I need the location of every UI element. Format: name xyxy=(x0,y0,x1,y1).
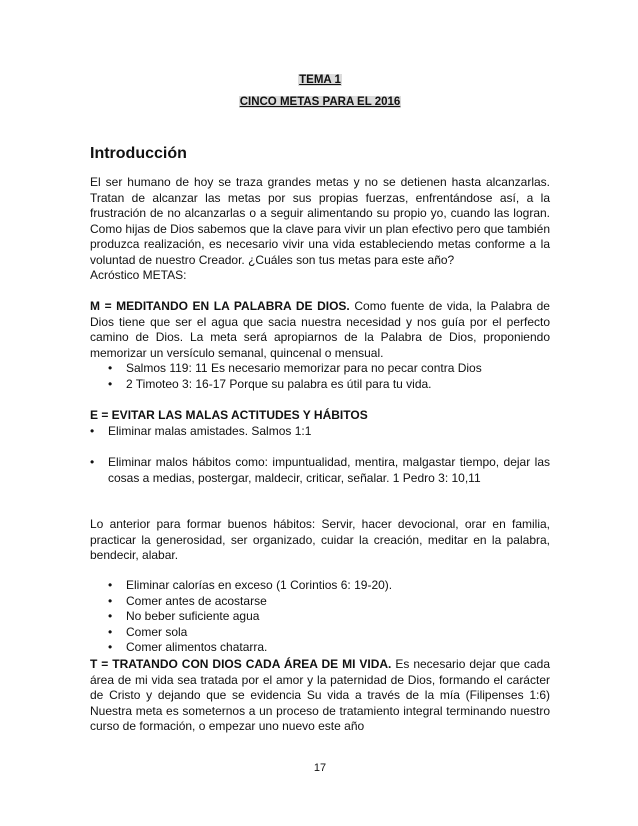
e-section-paragraph: Lo anterior para formar buenos hábitos: Servir, hacer devocional, orar en familia, practicar la generosidad, ser organizado, cuidar la creación, meditar en la palabra, bendecir, alabar. xyxy=(90,517,550,563)
m-section-bullets xyxy=(108,361,550,392)
list-item xyxy=(90,424,550,440)
tema-label-text: TEMA 1 xyxy=(299,74,341,86)
bullet-icon: • xyxy=(108,640,113,655)
m-section-heading: M = MEDITANDO EN LA PALABRA DE DIOS. xyxy=(90,299,350,313)
list-item xyxy=(108,624,550,641)
t-section-paragraph xyxy=(90,657,550,735)
list-item-text: Eliminar malos hábitos como: impuntualidad, mentira, malgastar tiempo, dejar las cosas a medias, postergar, maldecir, criticar, señalar. 1 Pedro 3: 10,11 xyxy=(108,455,550,485)
document-title-text: CINCO METAS PARA EL 2016 xyxy=(239,96,401,108)
document-page xyxy=(90,0,550,826)
list-item-text: No beber suficiente agua xyxy=(126,609,260,624)
list-item-text: Salmos 119: 11 Es necesario memorizar para no pecar contra Dios xyxy=(126,361,482,375)
intro-heading: Introducción xyxy=(90,145,187,162)
m-section-paragraph xyxy=(90,299,550,361)
t-section-heading: T = TRATANDO CON DIOS CADA ÁREA DE MI VIDA. xyxy=(90,657,392,671)
e-section-heading xyxy=(90,408,550,424)
e-section-bullets xyxy=(90,424,550,486)
bullet-icon: • xyxy=(108,609,113,624)
list-item xyxy=(108,593,550,610)
intro-paragraph: El ser humano de hoy se traza grandes metas y no se detienen hasta alcanzarlas. Tratan de alcanzar las metas por sus propias fuerzas, enfrentándose así, a la frustración de no alcanzarlas o a seguir alimentando su propio yo, cuando las logran. Como hijas de Dios sabemos que la clave para vivir un plan efectivo pero que también produzca realización, es necesario vivir una vida estableciendo metas conforme a la voluntad de nuestro Creador. ¿Cuáles son tus metas para este año? xyxy=(90,175,550,267)
bullet-icon: • xyxy=(108,624,113,639)
page-number: 17 xyxy=(313,762,327,774)
list-item-text: 2 Timoteo 3: 16-17 Porque su palabra es útil para tu vida. xyxy=(126,376,432,391)
list-item-text: Comer antes de acostarse xyxy=(126,593,267,608)
t-section-text: Es necesario dejar que cada área de mi vida sea tratada por el amor y la paternidad de Dios, formando el carácter de Cristo y dejando que se evidencia Su vida a través de la mía (Filipenses 1:6) Nuestra meta es someternos a un proceso de tratamiento integral terminando nuestro curso de formación, o empezar uno nuevo este año xyxy=(90,657,550,734)
bullet-icon: • xyxy=(108,578,113,592)
e-section-heading-text: E = EVITAR LAS MALAS ACTITUDES Y HÁBITOS xyxy=(90,408,368,422)
list-item-text: Comer sola xyxy=(126,624,188,639)
list-item xyxy=(108,361,550,377)
bullet-icon: • xyxy=(90,424,95,438)
e-section-bullets-secondary xyxy=(108,578,550,656)
list-item-text: Eliminar malas amistades. Salmos 1:1 xyxy=(108,424,312,438)
list-item xyxy=(90,455,550,486)
document-title xyxy=(90,96,550,108)
list-item xyxy=(108,578,550,594)
bullet-icon: • xyxy=(108,593,113,608)
list-item-text: Comer alimentos chatarra. xyxy=(126,640,268,655)
bullet-icon: • xyxy=(90,455,95,470)
m-section-text: Como fuente de vida, la Palabra de Dios tiene que ser el agua que sacia nuestra necesidad y nos guía por el perfecto camino de Dios. La meta será apropiarnos de la Palabra de Dios, proponiendo memorizar un versículo semanal, quincenal o mensual. xyxy=(90,299,550,360)
bullet-icon: • xyxy=(108,361,113,375)
list-item xyxy=(108,376,550,393)
acrostic-label: Acróstico METAS: xyxy=(90,268,187,282)
list-item xyxy=(108,609,550,625)
tema-label xyxy=(90,74,550,86)
list-item xyxy=(108,640,550,656)
bullet-icon: • xyxy=(108,376,113,391)
list-item-text: Eliminar calorías en exceso (1 Corintios 6: 19-20). xyxy=(126,578,393,592)
